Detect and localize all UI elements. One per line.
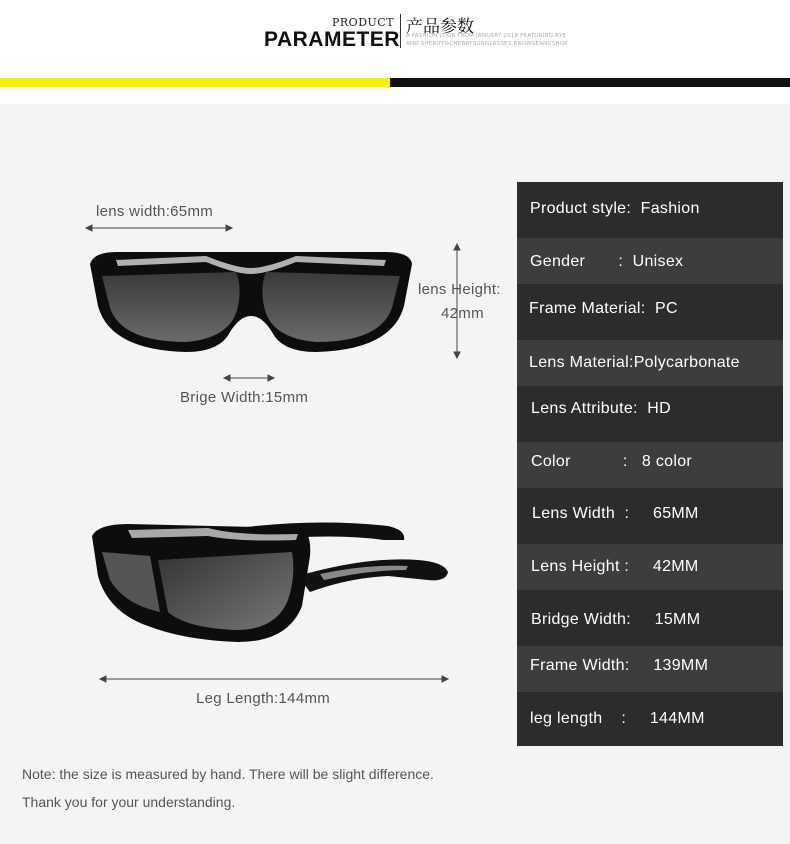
spec-row-text: leg length : 144MM [530,710,705,727]
spec-row-lens-material [517,340,783,386]
spec-row-frame-material [517,284,783,340]
spec-row-lens-attribute [517,386,783,442]
spec-row-text: Gender : Unisex [530,253,684,270]
spec-table [517,182,783,746]
spec-row-text: Lens Material:Polycarbonate [529,354,740,371]
spec-row-product-style [517,182,783,238]
spec-row-lens-width [517,488,783,544]
sunglasses-front-image [86,246,416,364]
spec-row-gender [517,238,783,284]
spec-row-lens-height [517,544,783,590]
header-subtitle-line2: AND SHERIFF&CHERRYSUNGLASSES BROWSEANDSHOP [406,41,568,47]
spec-row-frame-width [517,646,783,692]
spec-row-color [517,442,783,488]
note-line2: Thank you for your understanding. [22,794,236,810]
header-chinese-title: 产品参数 [406,17,474,37]
spec-row-leg-length [517,692,783,746]
sunglasses-side-image [88,516,450,652]
spec-row-text: Lens Width : 65MM [532,505,699,522]
leg-length-label: Leg Length:144mm [196,690,331,707]
spec-row-text: Lens Height : 42MM [531,558,699,575]
header-product-label: PRODUCT [332,16,395,29]
header-subtitle-line1: A FASHION LOOK FROM JANUARY 2018 FEATURING RYE [406,33,567,39]
spec-row-text: Lens Attribute: HD [531,400,671,417]
spec-row-text: Product style: Fashion [530,200,700,217]
spec-row-text: Frame Width: 139MM [530,657,709,674]
spec-row-text: Frame Material: PC [529,300,678,317]
bridge-width-label: Brige Width:15mm [180,389,309,406]
spec-row-text: Color : 8 color [531,453,693,470]
lens-width-label: lens width:65mm [96,203,214,220]
note-line1: Note: the size is measured by hand. There will be slight difference. [22,766,434,782]
lens-height-value: 42mm [441,305,484,322]
header-parameter-label: PARAMETER [264,28,400,51]
spec-row-text: Bridge Width: 15MM [531,611,701,628]
lens-height-label: lens Height: [418,281,501,298]
spec-row-bridge-width [517,590,783,646]
